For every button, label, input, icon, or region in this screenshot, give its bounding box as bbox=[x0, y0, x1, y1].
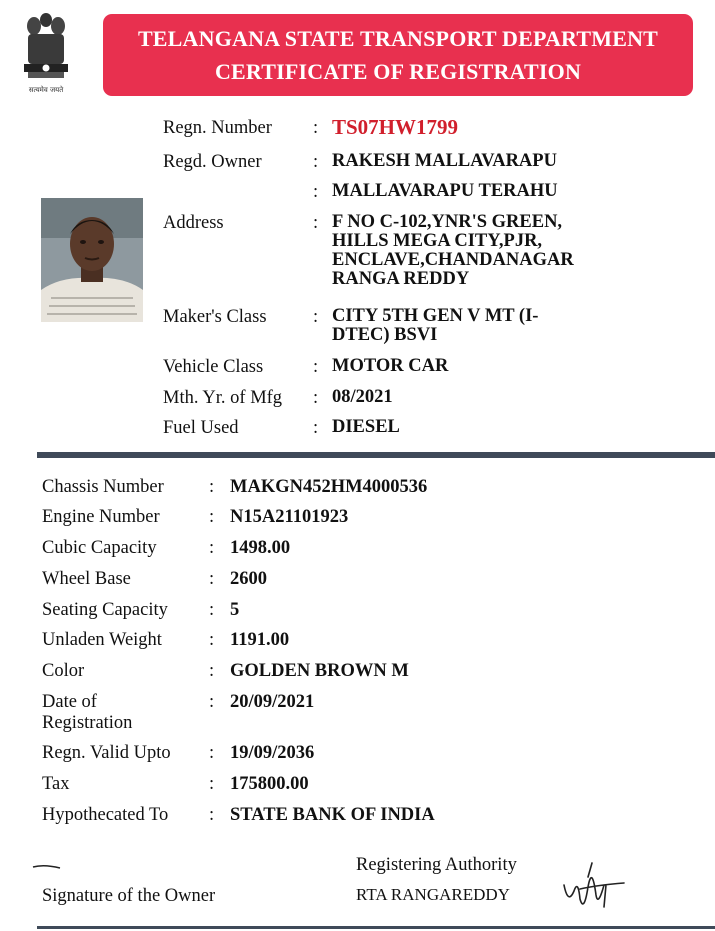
field-separator: : bbox=[209, 507, 215, 527]
field-label: Hypothecated To bbox=[42, 805, 169, 825]
authority-signature bbox=[558, 855, 628, 920]
mfg-date-value: 08/2021 bbox=[332, 387, 393, 407]
seating-capacity-value: 5 bbox=[230, 600, 240, 620]
owner-relation-value: MALLAVARAPU TERAHU bbox=[332, 181, 558, 201]
hypothecated-to-value: STATE BANK OF INDIA bbox=[230, 805, 435, 825]
field-label: Chassis Number bbox=[42, 477, 164, 497]
field-separator: : bbox=[209, 600, 215, 620]
field-label: Maker's Class bbox=[163, 307, 267, 327]
bottom-divider bbox=[37, 926, 715, 929]
engine-number-value: N15A21101923 bbox=[230, 507, 349, 527]
section-divider bbox=[37, 452, 715, 458]
unladen-weight-value: 1191.00 bbox=[230, 630, 290, 650]
field-separator: : bbox=[209, 569, 215, 589]
field-label: Fuel Used bbox=[163, 418, 239, 438]
field-separator: : bbox=[313, 418, 319, 438]
color-value: GOLDEN BROWN M bbox=[230, 661, 409, 681]
field-label: Unladen Weight bbox=[42, 630, 162, 650]
field-separator: : bbox=[313, 182, 319, 202]
field-separator: : bbox=[209, 692, 215, 712]
field-separator: : bbox=[209, 630, 215, 650]
tax-value: 175800.00 bbox=[230, 774, 309, 794]
emblem-motto: सत्यमेव जयते bbox=[28, 86, 64, 94]
field-label: Engine Number bbox=[42, 507, 160, 527]
registering-authority-title: Registering Authority bbox=[356, 855, 517, 875]
field-separator: : bbox=[313, 307, 319, 327]
field-label: Regd. Owner bbox=[163, 152, 262, 172]
field-separator: : bbox=[209, 477, 215, 497]
field-separator: : bbox=[313, 388, 319, 408]
cubic-capacity-value: 1498.00 bbox=[230, 538, 291, 558]
chassis-number-value: MAKGN452HM4000536 bbox=[230, 477, 428, 497]
wheel-base-value: 2600 bbox=[230, 569, 267, 589]
field-label: Date of Registration bbox=[42, 692, 133, 733]
field-separator: : bbox=[209, 774, 215, 794]
field-label: Address bbox=[163, 213, 224, 233]
field-label: Tax bbox=[42, 774, 70, 794]
vehicle-class-value: MOTOR CAR bbox=[332, 356, 449, 376]
field-label: Vehicle Class bbox=[163, 357, 264, 377]
owner-signature-label: Signature of the Owner bbox=[42, 886, 216, 906]
field-label: Wheel Base bbox=[42, 569, 131, 589]
field-label: Mth. Yr. of Mfg bbox=[163, 388, 283, 408]
registering-authority-name: RTA RANGAREDDY bbox=[356, 885, 510, 904]
field-separator: : bbox=[313, 118, 319, 138]
field-separator: : bbox=[209, 661, 215, 681]
department-title: TELANGANA STATE TRANSPORT DEPARTMENT bbox=[137, 26, 659, 51]
field-label: Color bbox=[42, 661, 85, 681]
field-label: Seating Capacity bbox=[42, 600, 168, 620]
state-emblem-icon bbox=[14, 6, 78, 98]
certificate-title: CERTIFICATE OF REGISTRATION bbox=[214, 59, 582, 84]
field-separator: : bbox=[313, 152, 319, 172]
field-separator: : bbox=[209, 743, 215, 763]
field-label: Regn. Valid Upto bbox=[42, 743, 171, 763]
field-label: Cubic Capacity bbox=[42, 538, 157, 558]
registration-date-value: 20/09/2021 bbox=[230, 692, 315, 712]
makers-class-value: CITY 5TH GEN V MT (I- DTEC) BSVI bbox=[332, 306, 539, 345]
valid-upto-value: 19/09/2036 bbox=[230, 743, 315, 763]
owner-signature-mark bbox=[32, 862, 62, 870]
regn-number-value: TS07HW1799 bbox=[332, 115, 459, 139]
field-label: Regn. Number bbox=[163, 118, 272, 138]
header-banner bbox=[103, 14, 693, 96]
owner-photo bbox=[41, 198, 143, 322]
field-separator: : bbox=[209, 538, 215, 558]
fuel-used-value: DIESEL bbox=[332, 417, 400, 437]
field-separator: : bbox=[209, 805, 215, 825]
address-value: F NO C-102,YNR'S GREEN, HILLS MEGA CITY,PJR, ENCLAVE,CHANDANAGAR RANGA REDDY bbox=[332, 212, 574, 289]
field-separator: : bbox=[313, 213, 319, 233]
field-separator: : bbox=[313, 357, 319, 377]
owner-name-value: RAKESH MALLAVARAPU bbox=[332, 151, 557, 171]
